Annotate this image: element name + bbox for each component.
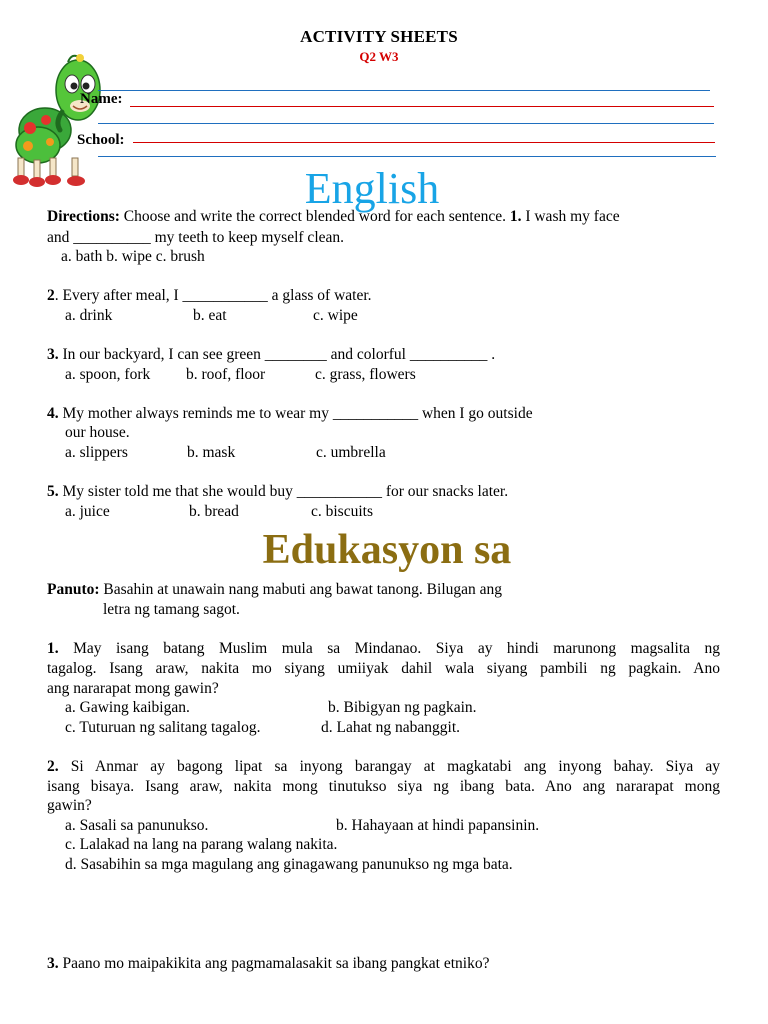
question-text: In our backyard, I can see green ________ and colorful __________ .	[58, 346, 496, 363]
edukasyon-question-3	[47, 954, 489, 974]
option-b: b. Bibigyan ng pagkain.	[328, 699, 477, 716]
option-c: c. grass, flowers	[315, 366, 416, 383]
school-field-line[interactable]	[133, 142, 715, 143]
option-c: c. Lalakad na lang na parang walang nakita.	[65, 836, 338, 853]
option-a: a. juice	[65, 503, 110, 520]
option-b: b. eat	[193, 307, 227, 324]
panuto-label: Panuto:	[47, 581, 100, 598]
english-question-3	[47, 345, 495, 365]
question-number: 5.	[47, 483, 59, 500]
option-d: d. Lahat ng nabanggit.	[321, 719, 461, 736]
english-question-2	[47, 286, 372, 306]
option-b: b. bread	[189, 503, 239, 520]
option-c: c. Tuturuan ng salitang tagalog.	[65, 719, 261, 736]
option-d: d. Sasabihin sa mga magulang ang ginagawang panunukso ng mga bata.	[65, 856, 513, 873]
english-question-5	[47, 482, 508, 502]
option-a: a. Sasali sa panunukso.	[65, 817, 209, 834]
question-text: My sister told me that she would buy ___________ for our snacks later.	[58, 483, 509, 500]
question-text: My mother always reminds me to wear my ___________ when I go outside	[58, 405, 533, 422]
option-a: a. slippers	[65, 444, 128, 461]
question-text: tagalog. Isang araw, nakita mo siyang umiiyak dahil wala siyang pambili ng pagkain. Ano	[47, 660, 720, 677]
option-a: a. Gawing kaibigan.	[65, 699, 190, 716]
option-c: c. biscuits	[311, 503, 373, 520]
edukasyon-panuto	[47, 580, 502, 600]
rule-line	[98, 90, 710, 91]
question-number: 3.	[47, 346, 59, 363]
edukasyon-question-1-line	[47, 639, 720, 659]
rule-line	[98, 123, 714, 124]
page-title: ACTIVITY SHEETS	[300, 27, 458, 46]
name-field-line[interactable]	[130, 106, 714, 107]
panuto-text: letra ng tamang sagot.	[103, 601, 240, 618]
english-heading: English	[304, 164, 440, 213]
question-text: Si Anmar ay bagong lipat sa inyong barangay at magkatabi ang inyong bahay. Siya ay	[58, 758, 720, 775]
edukasyon-question-2-line	[47, 757, 720, 777]
directions-label: Directions:	[47, 208, 120, 225]
option-c: c. wipe	[313, 307, 358, 324]
question-text: May isang batang Muslim mula sa Mindanao. Siya ay hindi marunong magsalita ng	[58, 640, 720, 657]
english-question-4	[47, 404, 533, 424]
rule-line	[98, 156, 716, 157]
option-a: a. spoon, fork	[65, 366, 151, 383]
option-b: b. Hahayaan at hindi papansinin.	[336, 817, 540, 834]
question-text: ang nararapat mong gawin?	[47, 680, 219, 697]
question-number: 2	[47, 287, 55, 304]
question-text: and __________ my teeth to keep myself clean.	[47, 229, 345, 246]
edukasyon-heading: Edukasyon sa	[262, 527, 512, 573]
school-label: School:	[77, 132, 125, 148]
answer-options: a. bath b. wipe c. brush	[61, 248, 205, 265]
question-text: gawin?	[47, 797, 92, 814]
question-number: 1.	[47, 640, 59, 657]
name-label: Name:	[80, 91, 123, 107]
option-a: a. drink	[65, 307, 113, 324]
question-number: 3.	[47, 955, 59, 972]
panuto-text: Basahin at unawain nang mabuti ang bawat tanong. Bilugan ang	[99, 581, 503, 598]
question-text: Paano mo maipakikita ang pagmamalasakit sa ibang pangkat etniko?	[58, 955, 490, 972]
question-text: . Every after meal, I ___________ a glass of water.	[54, 287, 372, 304]
directions-text: Choose and write the correct blended word for each sentence.	[119, 208, 510, 225]
english-directions	[47, 207, 620, 227]
quarter-week-label: Q2 W3	[359, 49, 399, 64]
option-b: b. roof, floor	[186, 366, 266, 383]
question-number: 1.	[509, 208, 522, 225]
question-number: 2.	[47, 758, 59, 775]
question-text: our house.	[65, 424, 130, 441]
question-text: isang bisaya. Isang araw, nakita mong tinutukso siya ng ibang bata. Ano ang nararapat mong	[47, 778, 720, 795]
question-text: I wash my face	[521, 208, 620, 225]
option-b: b. mask	[187, 444, 236, 461]
question-number: 4.	[47, 405, 59, 422]
option-c: c. umbrella	[316, 444, 386, 461]
